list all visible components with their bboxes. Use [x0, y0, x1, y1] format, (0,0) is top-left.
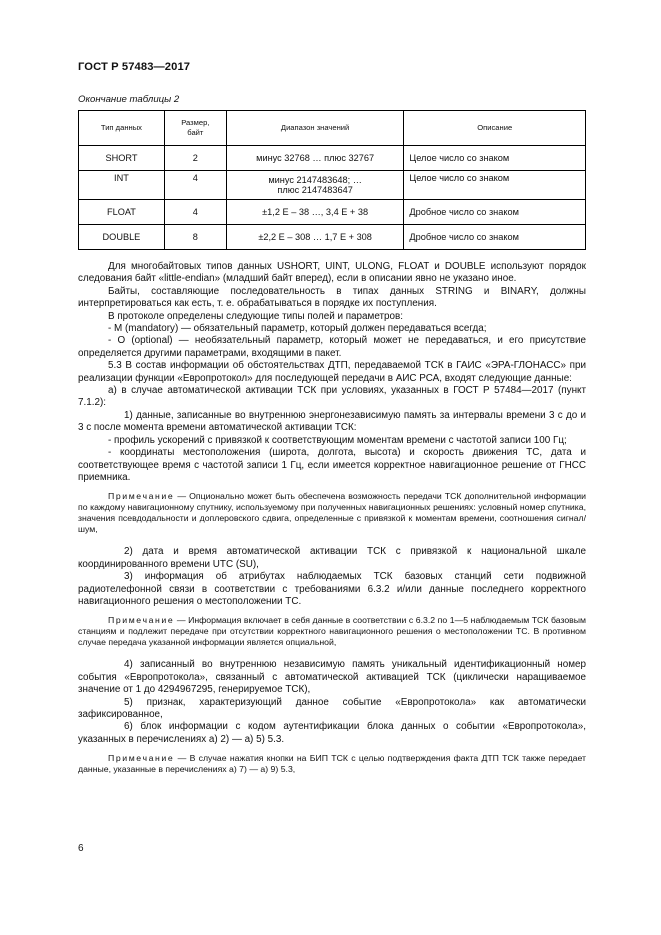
- paragraph: Для многобайтовых типов данных USHORT, UINT, ULONG, FLOAT и DOUBLE используют порядок следования байт «little-endian» (младший байт вперед), если в описании явно не указано иное.: [78, 261, 586, 285]
- column-header: Описание: [404, 111, 586, 146]
- paragraph: - профиль ускорений с привязкой к соответствующим моментам времени с частотой записи 100 Гц;: [108, 434, 567, 446]
- table-cell: Дробное число со знаком: [404, 200, 586, 225]
- paragraph: а) в случае автоматической активации ТСК при условиях, указанных в ГОСТ Р 57484—2017 (пункт 7.1.2):: [78, 385, 586, 409]
- table-row: [79, 146, 586, 171]
- body-text: [78, 261, 586, 775]
- paragraph: - О (optional) — необязательный параметр, который может не передаваться, и его присутствие определяется другими параметрами, входящими в пакет.: [78, 335, 586, 359]
- column-header: Размер, байт: [164, 111, 226, 146]
- table-cell: 8: [164, 225, 226, 250]
- column-header: Диапазон значений: [226, 111, 404, 146]
- note: [78, 615, 586, 648]
- table-cell: SHORT: [79, 146, 165, 171]
- table-cell: FLOAT: [79, 200, 165, 225]
- table-cell: DOUBLE: [79, 225, 165, 250]
- table-caption: Окончание таблицы 2: [78, 94, 180, 105]
- table-row: [79, 200, 586, 225]
- table-cell: ±1,2 E – 38 …, 3,4 E + 38: [226, 200, 404, 225]
- paragraph: Байты, составляющие последовательность в типах данных STRING и BINARY, должны интерпретироваться как есть, т. е. обрабатываться в порядке их поступления.: [78, 285, 586, 310]
- note-text: — В случае нажатия кнопки на БИП ТСК с целью подтверждения факта ДТП ТСК также передает данные, указанные в перечислениях а) 7) — а) 9) 5.3,: [78, 753, 586, 775]
- paragraph: 6) блок информации с кодом аутентификации блока данных о событии «Европротокола», указанных в перечислениях а) 2) — а) 5) 5.3.: [78, 721, 586, 745]
- table-cell: INT: [79, 171, 165, 200]
- note: [78, 753, 586, 775]
- table-cell: 4: [164, 171, 226, 200]
- table-row: [79, 171, 586, 200]
- table-cell: минус 2147483648; … плюс 2147483647: [226, 171, 404, 200]
- note-label: Примечание: [108, 753, 175, 764]
- table-cell: 2: [164, 146, 226, 171]
- paragraph: 3) информация об атрибутах наблюдаемых ТСК базовых станций сети подвижной радиотелефонной связи в соответствии с требованиями 6.3.2 и/или данные последнего корректного навигационного решения о местоположении ТС.: [78, 571, 586, 607]
- paragraph: 1) данные, записанные во внутреннюю энергонезависимую память за интервалы времени 3 с до и 3 с после момента времени автоматической активации ТСК:: [78, 409, 586, 434]
- paragraph: 5.3 В состав информации об обстоятельствах ДТП, передаваемой ТСК в ГАИС «ЭРА-ГЛОНАСС» при реализации функции «Европротокол» для последующей передачи в АИС РСА, входят следующие данные:: [78, 360, 586, 384]
- note-text: — Опционально может быть обеспечена возможность передачи ТСК дополнительной информации по каждому навигационному спутнику, используемому при полученных навигационных решениях: условный номер спутника, значения псевдодальности и доплеровского сдвига, определенные с привязкой к моментам времени, соотношения сигнал/шум,: [78, 491, 586, 535]
- table-row: [79, 225, 586, 250]
- note-label: Примечание: [108, 615, 175, 626]
- note-text: — Информация включает в себя данные в соответствии с 6.3.2 по 1—5 наблюдаемым ТСК базовым станциям и подлежит передаче при отсутствии корректного навигационного решения о местоположении ТС. В противном случае передача указанной информации является опциальной,: [78, 615, 586, 648]
- standard-title: ГОСТ Р 57483—2017: [78, 61, 191, 73]
- paragraph: В протоколе определены следующие типы полей и параметров:: [108, 310, 403, 322]
- page-number: 6: [78, 843, 84, 854]
- paragraph: 4) записанный во внутреннюю независимую память уникальный идентификационный номер события «Европротокола», связанный с автоматической активацией ТСК (циклически наращиваемое значение от 1 до 4294967295, генерируемое ТСК),: [78, 659, 586, 696]
- table-cell: 4: [164, 200, 226, 225]
- table-cell: Целое число со знаком: [404, 171, 586, 200]
- paragraph: - координаты местоположения (широта, долгота, высота) и скорость движения ТС, дата и соответствующее время с частотой записи 1 Гц, если имеется корректное навигационное решение от ГНСС приемника.: [78, 447, 586, 483]
- paragraph: 5) признак, характеризующий данное событие «Европротокола» как автоматически зафиксированное,: [78, 696, 586, 720]
- table-cell: Целое число со знаком: [404, 146, 586, 171]
- note: [78, 491, 586, 535]
- paragraph: 2) дата и время автоматической активации ТСК с привязкой к национальной шкале координированного времени UTC (SU),: [78, 546, 586, 570]
- table-header-row: [79, 111, 586, 146]
- paragraph: - М (mandatory) — обязательный параметр, который должен передаваться всегда;: [108, 323, 487, 335]
- column-header: Тип данных: [79, 111, 165, 146]
- table-cell: Дробное число со знаком: [404, 225, 586, 250]
- note-label: Примечание: [108, 491, 175, 502]
- data-types-table: [78, 110, 586, 250]
- table-cell: минус 32768 … плюс 32767: [226, 146, 404, 171]
- table-cell: ±2,2 E – 308 … 1,7 E + 308: [226, 225, 404, 250]
